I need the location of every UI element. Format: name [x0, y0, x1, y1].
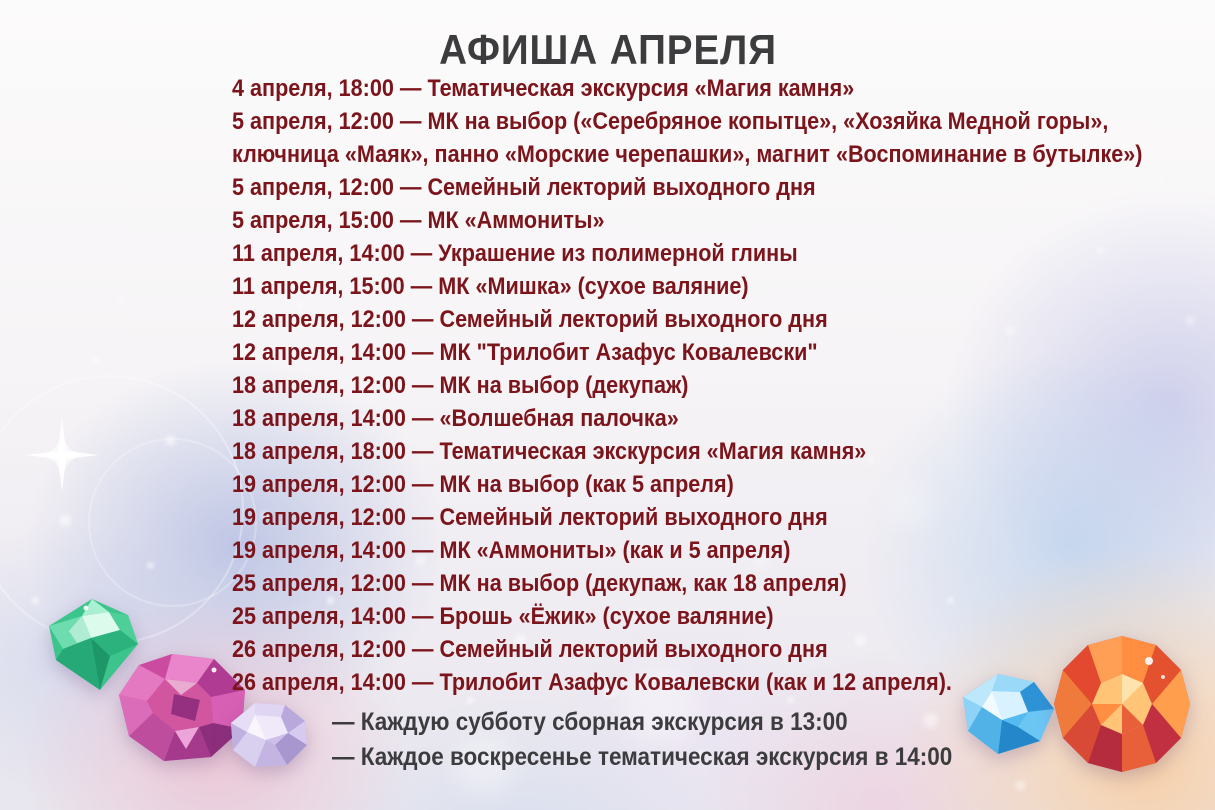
sparkle-icon: [17, 410, 107, 500]
poster-title: АФИША АПРЕЛЯ: [438, 26, 777, 73]
event-line: 19 апреля, 12:00 — Семейный лекторий выходного дня: [232, 504, 828, 531]
event-line: 5 апреля, 12:00 — МК на выбор («Серебряное копытце», «Хозяйка Медной горы»,: [232, 108, 1109, 135]
event-line: 11 апреля, 14:00 — Украшение из полимерной глины: [232, 240, 798, 267]
footer-notes: [332, 705, 952, 775]
event-line: 5 апреля, 12:00 — Семейный лекторий выходного дня: [232, 174, 816, 201]
event-line: 25 апреля, 12:00 — МК на выбор (декупаж, как 18 апреля): [232, 570, 847, 597]
lavender-gem-icon: [227, 701, 311, 769]
event-line: 18 апреля, 18:00 — Тематическая экскурсия «Магия камня»: [232, 438, 867, 465]
event-line: 4 апреля, 18:00 — Тематическая экскурсия «Магия камня»: [232, 75, 855, 102]
event-line: 18 апреля, 14:00 — «Волшебная палочка»: [232, 405, 679, 432]
event-line: 26 апреля, 14:00 — Трилобит Азафус Ковалевски (как и 12 апреля).: [232, 669, 952, 696]
footer-line: — Каждое воскресенье тематическая экскурсия в 14:00: [332, 743, 953, 771]
event-line: 18 апреля, 12:00 — МК на выбор (декупаж): [232, 372, 689, 399]
event-line: 12 апреля, 12:00 — Семейный лекторий выходного дня: [232, 306, 828, 333]
event-line: 11 апреля, 15:00 — МК «Мишка» (сухое валяние): [232, 273, 749, 300]
event-line: 5 апреля, 15:00 — МК «Аммониты»: [232, 207, 605, 234]
footer-line: — Каждую субботу сборная экскурсия в 13:00: [332, 708, 848, 736]
event-line: 19 апреля, 14:00 — МК «Аммониты» (как и 5 апреля): [232, 537, 791, 564]
event-line: 19 апреля, 12:00 — МК на выбор (как 5 апреля): [232, 471, 734, 498]
bokeh-lights: [0, 0, 1, 1]
event-line-continuation: ключница «Маяк», панно «Морские черепашки», магнит «Воспоминание в бутылке»): [232, 141, 1143, 168]
event-line: 12 апреля, 14:00 — МК "Трилобит Азафус Ковалевски": [232, 339, 818, 366]
event-list: [232, 72, 1142, 699]
event-line: 26 апреля, 12:00 — Семейный лекторий выходного дня: [232, 636, 828, 663]
event-line: 25 апреля, 14:00 — Брошь «Ёжик» (сухое валяние): [232, 603, 774, 630]
